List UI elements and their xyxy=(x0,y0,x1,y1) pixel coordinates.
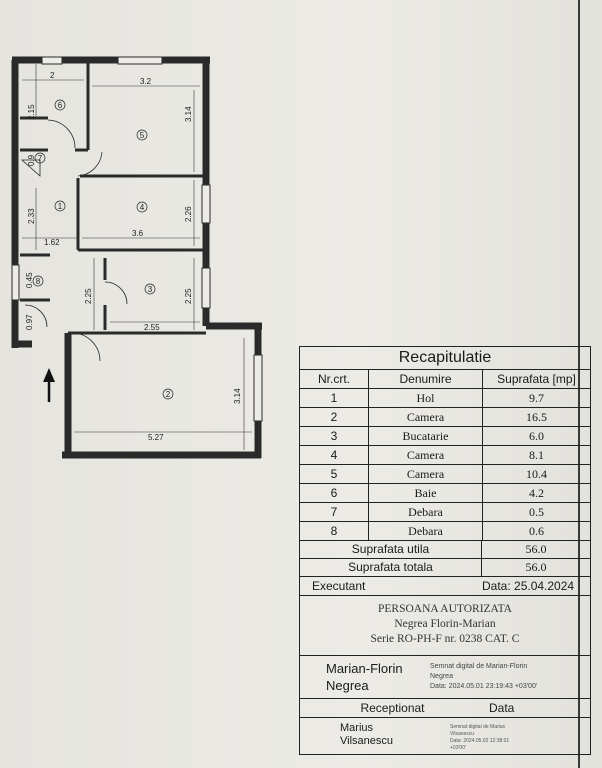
room-number: 6 xyxy=(57,101,63,110)
room-number: 8 xyxy=(35,277,41,286)
digital-signature-line: Semnat digital de Marian-Florin xyxy=(430,663,528,670)
table-row xyxy=(300,522,590,541)
total-area-row xyxy=(300,559,590,577)
table-row xyxy=(300,427,590,446)
receiver-name xyxy=(300,718,450,754)
table-cell: Bucatarie xyxy=(369,427,483,445)
room-number: 2 xyxy=(165,390,171,399)
table-cell: 6 xyxy=(300,484,369,502)
table-header-row xyxy=(300,370,590,389)
dim-label: 0.45 xyxy=(25,272,34,288)
receptionat-label: Receptionat xyxy=(360,701,425,715)
recapitulation-table xyxy=(299,346,591,755)
table-cell: Debara xyxy=(369,522,483,540)
column-header: Denumire xyxy=(369,370,483,388)
table-cell: Debara xyxy=(369,503,483,521)
room-number: 5 xyxy=(139,131,145,140)
table-cell: 16.5 xyxy=(526,410,547,424)
usable-area-label: Suprafata utila xyxy=(300,541,482,558)
dim-label: 2.33 xyxy=(27,208,36,224)
receptionat-date-label: Data xyxy=(489,701,515,715)
dim-label: 0.9 xyxy=(27,154,36,166)
dim-label: 2 xyxy=(50,71,55,80)
dim-label: 3.14 xyxy=(184,106,193,122)
table-row xyxy=(300,446,590,465)
authorized-person-title: PERSOANA AUTORIZATA xyxy=(377,603,512,615)
authorized-person-series: Serie RO-PH-F nr. 0238 CAT. C xyxy=(370,633,520,645)
table-row xyxy=(300,503,590,522)
usable-area-value: 56.0 xyxy=(525,542,547,556)
receiver-last-name: Vilsanescu xyxy=(340,735,393,747)
entrance-arrow-icon xyxy=(43,368,55,402)
table-cell: 1 xyxy=(300,389,369,407)
floor-plan xyxy=(0,0,300,470)
signer-last-name: Negrea xyxy=(326,678,369,693)
table-title: Recapitulatie xyxy=(300,347,590,370)
digital-signature-line: Data: 2024.05.02 12:38:01 xyxy=(450,738,510,744)
table-cell: 6.0 xyxy=(529,429,544,443)
column-header: Nr.crt. xyxy=(300,370,369,388)
table-row xyxy=(300,408,590,427)
signer-name xyxy=(300,656,430,698)
table-cell: 7 xyxy=(300,503,369,521)
table-cell: 4.2 xyxy=(529,486,544,500)
executant-date: Data: 25.04.2024 xyxy=(482,579,575,593)
table-row xyxy=(300,465,590,484)
table-cell: 5 xyxy=(300,465,369,483)
total-area-value: 56.0 xyxy=(525,560,547,574)
dim-label: 2.25 xyxy=(84,288,93,304)
room-number: 1 xyxy=(57,202,63,211)
signature-row xyxy=(300,656,590,699)
receptionat-row xyxy=(300,699,590,718)
executant-label: Executant xyxy=(312,579,366,593)
table-cell: 10.4 xyxy=(526,467,547,481)
receiver-signature-row xyxy=(300,718,590,754)
dim-label: 2.15 xyxy=(27,104,36,120)
table-cell: 2 xyxy=(300,408,369,426)
table-cell: 9.7 xyxy=(529,391,544,405)
room-number: 3 xyxy=(147,285,153,294)
table-cell: Baie xyxy=(369,484,483,502)
dim-label: 2.55 xyxy=(144,323,160,332)
dim-label: 3.2 xyxy=(140,77,152,86)
digital-signature-line: Data: 2024.05.01 23:19:43 +03'00' xyxy=(430,683,538,690)
table-row xyxy=(300,484,590,503)
dim-label: 5.27 xyxy=(148,433,164,442)
digital-signature-line: +03'00' xyxy=(450,745,466,751)
dim-label: 1.62 xyxy=(44,238,60,247)
table-cell: 0.6 xyxy=(529,524,544,538)
floor-plan-interior-walls xyxy=(20,62,206,333)
signer-first-name: Marian-Florin xyxy=(326,661,403,676)
receiver-digital-signature xyxy=(450,718,590,754)
table-cell: 0.5 xyxy=(529,505,544,519)
room-number: 4 xyxy=(139,203,145,212)
total-area-label: Suprafata totala xyxy=(300,559,482,576)
dim-label: 0.97 xyxy=(25,314,34,330)
dim-label: 3.6 xyxy=(132,229,144,238)
table-cell: 3 xyxy=(300,427,369,445)
dim-label: 2.25 xyxy=(184,288,193,304)
dim-label: 2.26 xyxy=(184,206,193,222)
authorized-person-block xyxy=(300,596,590,656)
digital-signature-line: Negrea xyxy=(430,673,453,680)
table-row xyxy=(300,389,590,408)
executant-row xyxy=(300,577,590,596)
table-cell: 8.1 xyxy=(529,448,544,462)
digital-signature-line: Vilsanescu xyxy=(450,731,475,737)
authorized-person-name: Negrea Florin-Marian xyxy=(394,618,496,630)
table-cell: Camera xyxy=(369,408,483,426)
usable-area-row xyxy=(300,541,590,559)
table-cell: Camera xyxy=(369,446,483,464)
table-cell: 4 xyxy=(300,446,369,464)
receiver-first-name: Marius xyxy=(340,722,374,734)
table-cell: 8 xyxy=(300,522,369,540)
digital-signature-line: Semnat digital de Marius xyxy=(450,724,506,730)
column-header: Suprafata [mp] xyxy=(497,372,576,386)
digital-signature xyxy=(430,656,590,698)
dim-label: 3.14 xyxy=(233,388,242,404)
room-number: 7 xyxy=(37,154,43,163)
table-cell: Hol xyxy=(369,389,483,407)
table-cell: Camera xyxy=(369,465,483,483)
